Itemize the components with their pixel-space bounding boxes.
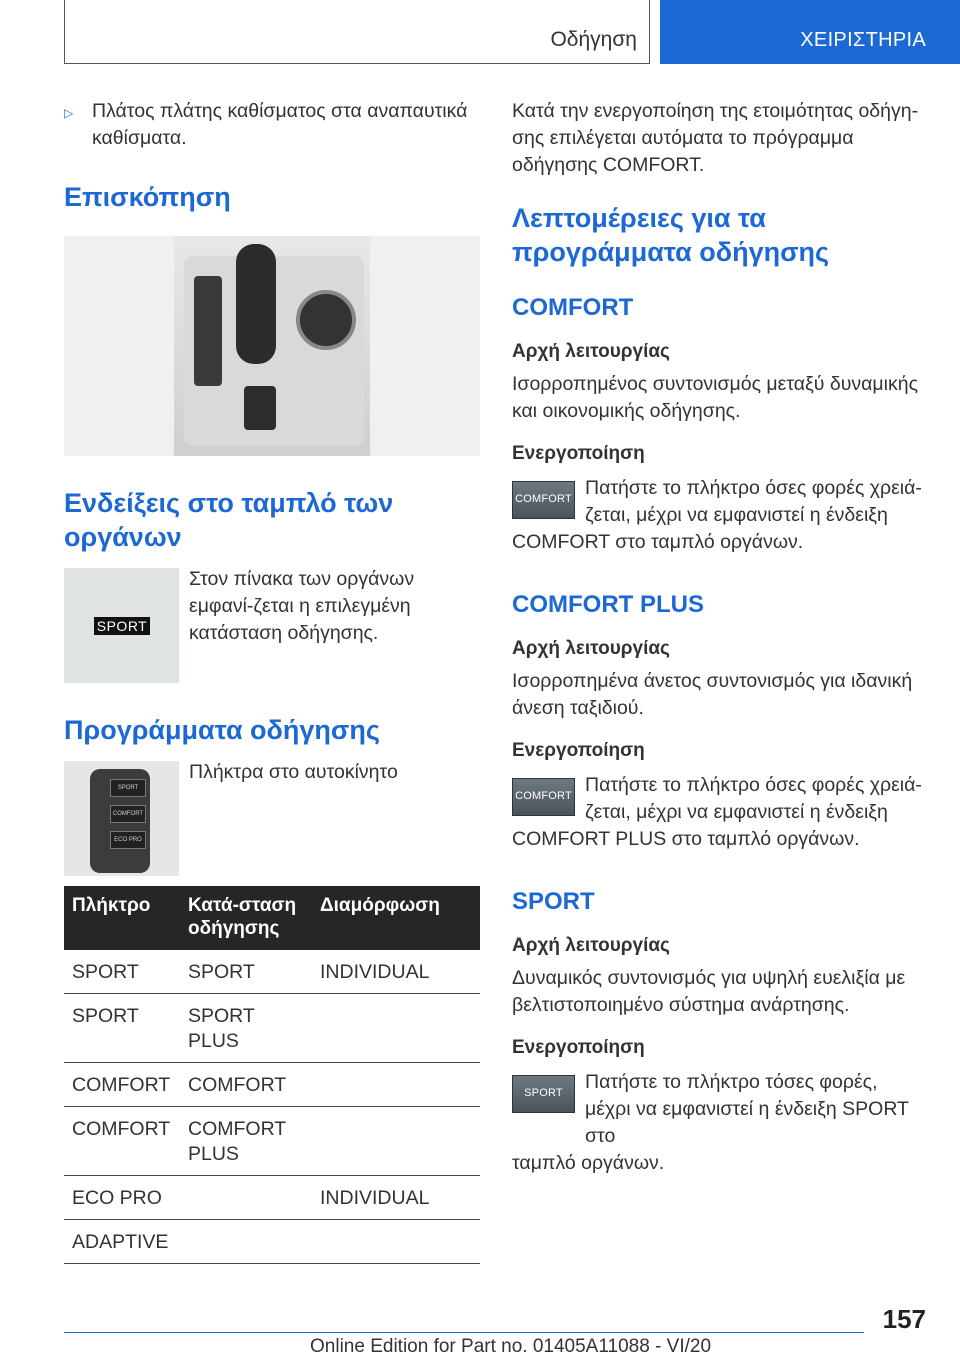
table-cell: COMFORT <box>64 1063 180 1107</box>
page-number: 157 <box>882 1304 926 1334</box>
table-cell: ADAPTIVE <box>64 1220 180 1264</box>
sport-button-image <box>512 1075 575 1113</box>
bullet-item <box>64 98 480 152</box>
table-header-key: Πλήκτρο <box>64 886 180 950</box>
center-console-photo <box>64 236 480 456</box>
comfort-title: COMFORT <box>512 294 634 321</box>
table-cell: SPORT PLUS <box>180 994 312 1063</box>
table-cell <box>312 1107 480 1176</box>
comfort-plus-activation-side: Πατήστε το πλήκτρο όσες φορές χρειά-ζεται, μέχρι να εμφανιστεί η ένδειξη <box>585 774 922 823</box>
keys-section <box>64 761 480 876</box>
overview-title: Επισκόπηση <box>64 182 231 212</box>
table-cell: SPORT <box>64 950 180 994</box>
comfort-plus-title: COMFORT PLUS <box>512 591 704 618</box>
comfort-activation-rest: COMFORT στο ταμπλό οργάνων. <box>512 531 804 553</box>
comfort-plus-principle-title: Αρχή λειτουργίας <box>512 638 670 659</box>
table-row <box>64 1220 480 1264</box>
comfort-activation-title: Ενεργοποίηση <box>512 443 645 464</box>
sport-activation-side: Πατήστε το πλήκτρο τόσες φορές, μέχρι να εμφανιστεί η ένδειξη SPORT στο <box>585 1071 909 1147</box>
instrument-display-image <box>64 568 179 683</box>
comfort-plus-activation-rest: COMFORT PLUS στο ταμπλό οργάνων. <box>512 828 860 850</box>
sport-principle-text: Δυναμικός συντονισμός για υψηλή ευελιξία με βελτιστοποιημένο σύστημα ανάρτησης. <box>512 967 906 1016</box>
table-cell <box>312 1063 480 1107</box>
key-ecopro-label: ECO PRO <box>110 831 146 849</box>
key-comfort-label: COMFORT <box>110 805 146 823</box>
table-header-mode: Κατά-σταση οδήγησης <box>180 886 312 950</box>
table-cell <box>312 1220 480 1264</box>
table-cell <box>180 1176 312 1220</box>
header-section-tab <box>64 0 650 64</box>
comfort-principle-text: Ισορροπημένος συντονισμός μεταξύ δυναμικής και οικονομικής οδήγησης. <box>512 373 918 422</box>
sport-button-label: SPORT <box>524 1087 563 1099</box>
sport-activation-title: Ενεργοποίηση <box>512 1037 645 1058</box>
table-row <box>64 1176 480 1220</box>
display-title: Ενδείξεις στο ταμπλό των οργάνων <box>64 488 394 552</box>
header-section-label: Οδήγηση <box>550 28 637 51</box>
header-chapter-tab <box>660 0 960 64</box>
sport-activation-rest: ταμπλό οργάνων. <box>512 1152 665 1174</box>
comfort-principle-title: Αρχή λειτουργίας <box>512 341 670 362</box>
sport-title: SPORT <box>512 888 595 915</box>
comfort-plus-activation-title: Ενεργοποίηση <box>512 740 645 761</box>
comfort-activation-side: Πατήστε το πλήκτρο όσες φορές χρειά-ζεται, μέχρι να εμφανιστεί η ένδειξη <box>585 477 922 526</box>
table-row <box>64 1107 480 1176</box>
table-cell: INDIVIDUAL <box>312 950 480 994</box>
display-section <box>64 568 480 683</box>
comfort-plus-button-image <box>512 778 575 816</box>
keys-caption: Πλήκτρα στο αυτοκίνητο <box>189 761 398 783</box>
table-cell: INDIVIDUAL <box>312 1176 480 1220</box>
header-chapter-label: ΧΕΙΡΙΣΤΗΡΙΑ <box>800 29 926 51</box>
bullet-text: Πλάτος πλάτης καθίσματος στα αναπαυτικά καθίσματα. <box>92 100 468 149</box>
edition-text: Online Edition for Part no. 01405A11088 - VI/20 <box>310 1336 712 1357</box>
sport-display-badge: SPORT <box>94 617 150 635</box>
key-sport-label: SPORT <box>110 779 146 797</box>
table-row <box>64 1063 480 1107</box>
table-cell <box>180 1220 312 1264</box>
programs-title: Προγράμματα οδήγησης <box>64 715 380 745</box>
table-row <box>64 994 480 1063</box>
drive-keys-image <box>64 761 179 876</box>
intro-text: Κατά την ενεργοποίηση της ετοιμότητας οδήγη-σης επιλέγεται αυτόματα το πρόγραμμα οδήγησης COMFORT. <box>512 100 919 176</box>
table-header-config: Διαμόρφωση <box>312 886 480 950</box>
comfort-activation-row <box>512 477 928 529</box>
right-column <box>512 98 928 1177</box>
comfort-plus-principle-text: Ισορροπημένα άνετος συντονισμός για ιδανική άνεση ταξιδιού. <box>512 670 913 719</box>
table-header-row <box>64 886 480 950</box>
table-cell <box>312 994 480 1063</box>
footer-divider <box>64 1332 864 1333</box>
table-cell: COMFORT <box>180 1063 312 1107</box>
sport-activation-row <box>512 1071 928 1150</box>
table-cell: ECO PRO <box>64 1176 180 1220</box>
triangle-bullet-icon: ▷ <box>64 106 74 120</box>
table-row <box>64 950 480 994</box>
table-cell: COMFORT <box>64 1107 180 1176</box>
sport-principle-title: Αρχή λειτουργίας <box>512 935 670 956</box>
comfort-plus-activation-row <box>512 774 928 826</box>
drive-modes-table <box>64 886 480 1264</box>
details-title: Λεπτομέρειες για τα προγράμματα οδήγησης <box>512 203 830 267</box>
comfort-button-label: COMFORT <box>515 493 572 505</box>
table-cell: SPORT <box>180 950 312 994</box>
left-column <box>64 98 480 1264</box>
comfort-plus-button-label: COMFORT <box>515 790 572 802</box>
display-text: Στον πίνακα των οργάνων εμφανί-ζεται η επιλεγμένη κατάσταση οδήγησης. <box>189 568 415 644</box>
table-cell: SPORT <box>64 994 180 1063</box>
table-cell: COMFORT PLUS <box>180 1107 312 1176</box>
comfort-button-image <box>512 481 575 519</box>
